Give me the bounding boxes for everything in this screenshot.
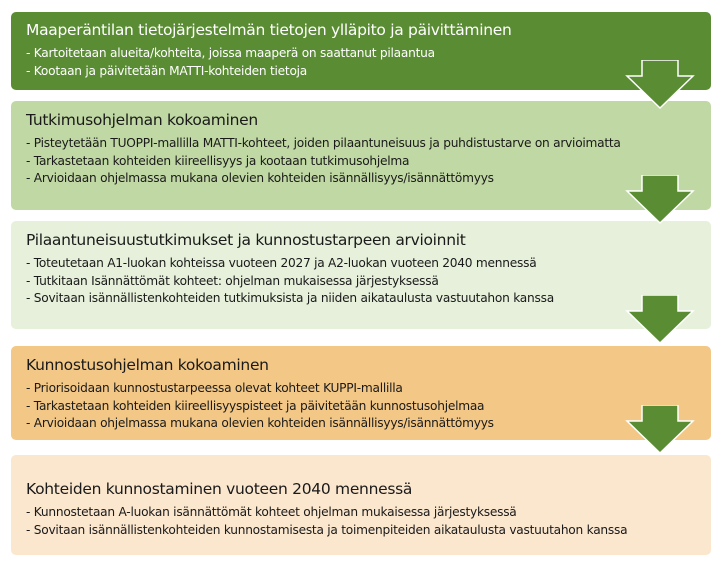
step-5-title: Kohteiden kunnostaminen vuoteen 2040 mennessä — [26, 480, 413, 498]
step-4-title: Kunnostusohjelman kokoaminen — [26, 356, 269, 374]
step-5-box — [11, 455, 711, 555]
list-item: - Priorisoidaan kunnostustarpeessa olevat kohteet KUPPI-mallilla — [26, 380, 699, 398]
step-4-list — [26, 380, 699, 433]
step-2-title: Tutkimusohjelman kokoaminen — [26, 111, 258, 129]
step-2-list — [26, 135, 699, 188]
down-arrow-icon — [625, 405, 695, 455]
list-item: - Arvioidaan ohjelmassa mukana olevien kohteiden isännällisyys/isännättömyys — [26, 170, 699, 188]
step-1-title: Maaperäntilan tietojärjestelmän tietojen ylläpito ja päivittäminen — [26, 21, 512, 39]
list-item: - Pisteytetään TUOPPI-mallilla MATTI-kohteet, joiden pilaantuneisuus ja puhdistustarve on arvioimatta — [26, 135, 699, 153]
down-arrow-icon — [625, 295, 695, 345]
list-item: - Kootaan ja päivitetään MATTI-kohteiden tietoja — [26, 63, 699, 81]
list-item: - Sovitaan isännällistenkohteiden tutkimuksista ja niiden aikataulusta vastuutahon kanssa — [26, 290, 699, 308]
step-3-title: Pilaantuneisuustutkimukset ja kunnostustarpeen arvioinnit — [26, 231, 466, 249]
list-item: - Toteutetaan A1-luokan kohteissa vuoteen 2027 ja A2-luokan vuoteen 2040 mennessä — [26, 255, 699, 273]
list-item: - Kartoitetaan alueita/kohteita, joissa maaperä on saattanut pilaantua — [26, 45, 699, 63]
list-item: - Tutkitaan Isännättömät kohteet: ohjelman mukaisessa järjestyksessä — [26, 273, 699, 291]
list-item: - Kunnostetaan A-luokan isännättömät kohteet ohjelman mukaisessa järjestyksessä — [26, 504, 699, 522]
down-arrow-icon — [625, 175, 695, 225]
down-arrow-icon — [625, 60, 695, 110]
step-5-list — [26, 504, 699, 539]
list-item: - Tarkastetaan kohteiden kiireellisyys ja kootaan tutkimusohjelma — [26, 153, 699, 171]
list-item: - Arvioidaan ohjelmassa mukana olevien kohteiden isännällisyys/isännättömyys — [26, 415, 699, 433]
step-3-box — [11, 221, 711, 329]
list-item: - Sovitaan isännällistenkohteiden kunnostamisesta ja toimenpiteiden aikataulusta vastuutahon kanssa — [26, 522, 699, 540]
step-3-list — [26, 255, 699, 308]
step-1-list — [26, 45, 699, 80]
step-2-box — [11, 101, 711, 210]
step-1-box — [11, 12, 711, 90]
step-4-box — [11, 346, 711, 440]
list-item: - Tarkastetaan kohteiden kiireellisyyspisteet ja päivitetään kunnostusohjelmaa — [26, 398, 699, 416]
